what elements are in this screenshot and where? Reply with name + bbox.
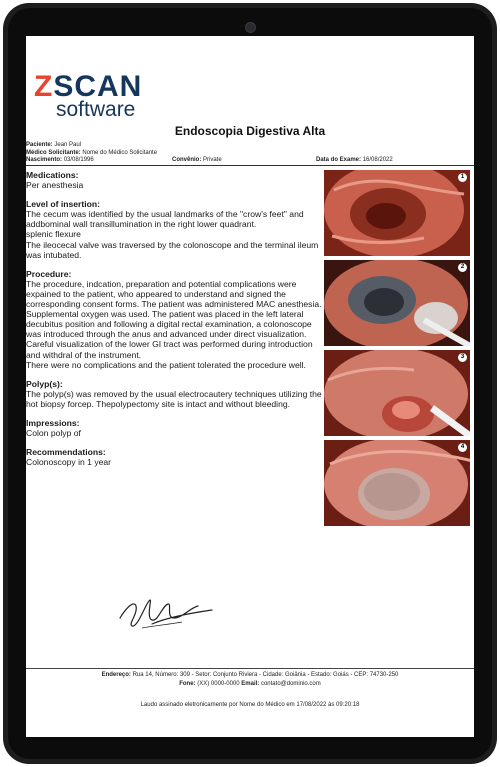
section-text: Colonoscopy in 1 year xyxy=(26,457,112,468)
report-section xyxy=(26,170,322,190)
logo-z: Z xyxy=(34,70,54,103)
section-text: Per anesthesia xyxy=(26,180,84,191)
doctor-signature xyxy=(112,588,222,634)
report-section xyxy=(26,379,322,409)
section-heading: Polyp(s): xyxy=(26,378,63,389)
logo-scan: SCAN xyxy=(53,70,143,103)
dates-row: Nascimento: 03/08/1996 Convênio: Private Data do Exame: 16/08/2022 xyxy=(26,157,474,166)
patient-row: Paciente: Jean Paul xyxy=(26,142,82,148)
section-heading: Level of insertion: xyxy=(26,199,101,210)
endoscopy-image xyxy=(324,440,470,526)
endoscopy-images xyxy=(324,170,470,530)
section-text: The procedure, indcation, preparation and potential complications were expained to the patient, who appeared to understand and signed the corresponding consent forms. The patient was administered MAC anesthesia. Supplemental oxygen was used. The patient was placed in the left lateral decubitus position and following a digital rectal examination, a colonoscope was introduced through the anus and advanced under direct visualization. Careful visualization of the lower GI tract was performed during introduction and withdral of the instrument. There were no complications and the patient tolerated the procedure well. xyxy=(26,278,322,370)
patient-name: Jean Paul xyxy=(54,142,82,148)
report-section xyxy=(26,418,322,438)
footer-signed: Laudo assinado eletronicamente por Nome do Médico em 17/08/2022 às 09:20:18 xyxy=(140,702,360,708)
report-body xyxy=(26,170,322,476)
zscan-logo xyxy=(34,72,142,120)
exam-date: 16/08/2022 xyxy=(362,157,393,164)
section-heading: Impressions: xyxy=(26,417,80,428)
report-section xyxy=(26,199,322,260)
endoscopy-image xyxy=(324,260,470,346)
image-number-badge: 2 xyxy=(458,263,467,272)
section-heading: Recommendations: xyxy=(26,447,106,458)
section-text: Colon polyp of xyxy=(26,428,81,439)
doctor-name: Nome do Médico Solicitante xyxy=(82,149,158,156)
footer-divider xyxy=(26,668,474,669)
logo-software: software xyxy=(56,98,136,121)
endoscopy-image xyxy=(324,350,470,436)
report-screen xyxy=(26,36,474,737)
footer-address: Endereço: Rua 14, Número: 309 - Setor: Conjunto Riviera - Cidade: Goiânia - Estado: Goiás - CEP: 74730-250 xyxy=(101,672,399,678)
birth-date: 03/08/1996 xyxy=(63,157,94,164)
section-text: The polyp(s) was removed by the usual electrocautery techniques utilizing the hot biopsy forcep. Thepolypectomy site is intact and without bleeding. xyxy=(26,388,322,409)
image-number-badge: 4 xyxy=(458,443,467,452)
report-section xyxy=(26,269,322,370)
report-title: Endoscopia Digestiva Alta xyxy=(174,124,326,138)
section-heading: Procedure: xyxy=(26,268,72,279)
footer-contact: Fone: (XX) 0000-0000 Email: contato@dominio.com xyxy=(179,681,321,687)
doctor-row: Médico Solicitante: Nome do Médico Solicitante xyxy=(26,149,158,156)
section-heading: Medications: xyxy=(26,170,79,180)
insurance: Private xyxy=(203,157,222,164)
report-section xyxy=(26,447,322,467)
image-number-badge: 3 xyxy=(458,353,467,362)
image-number-badge: 1 xyxy=(458,173,467,182)
front-camera xyxy=(245,22,256,33)
section-text: The cecum was identified by the usual landmarks of the "crow's feet" and addbominal wall transillumination in the right lower quadrant. splenic flexure The ileocecal valve was traversed by the colonoscope and the terminal ileum was intubated. xyxy=(26,209,319,260)
patient-info xyxy=(26,142,474,166)
endoscopy-image xyxy=(324,170,470,256)
